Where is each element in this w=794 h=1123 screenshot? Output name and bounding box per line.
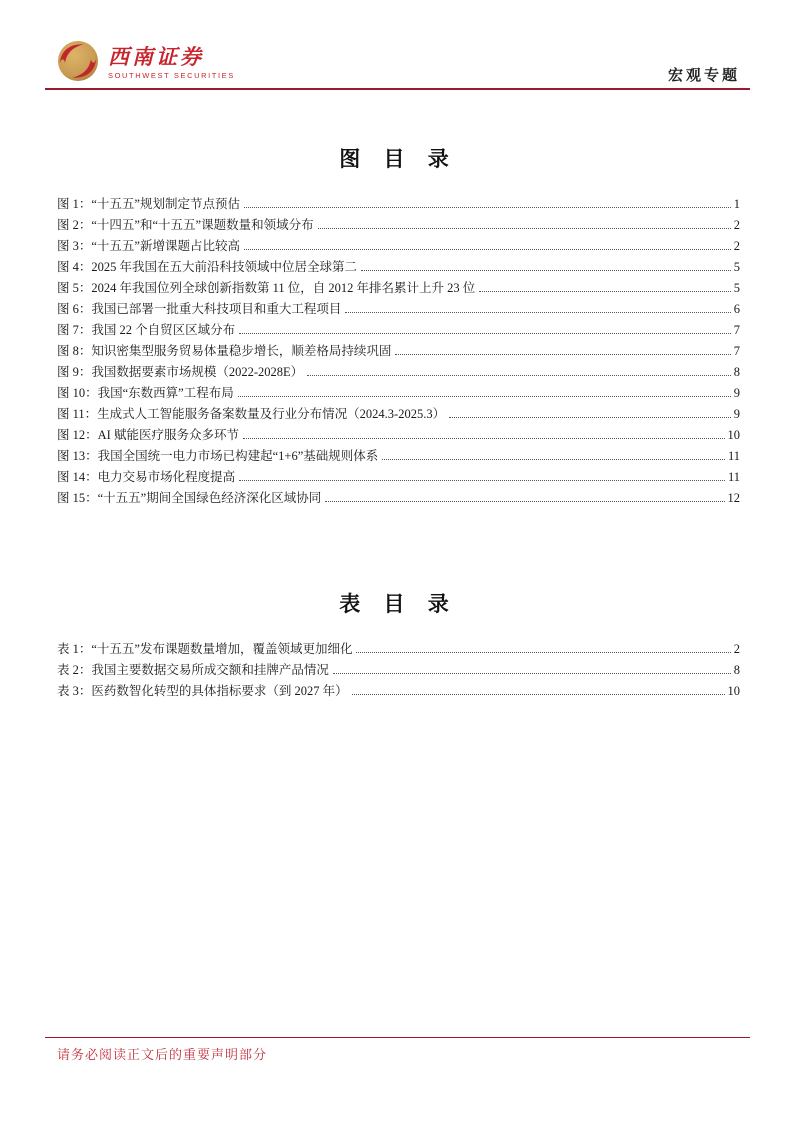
toc-entry-page: 2	[733, 239, 740, 253]
toc-entry-label: 表 1：“十五五”发布课题数量增加，覆盖领域更加细化	[57, 642, 353, 656]
figure-toc-entry-1[interactable]	[57, 194, 740, 215]
toc-entry-label: 图 4：2025 年我国在五大前沿科技领域中位居全球第二	[57, 260, 358, 274]
figure-toc-entry-6[interactable]	[57, 299, 740, 320]
brand-name: 西南证券	[108, 45, 204, 70]
toc-entry-label: 图 6：我国已部署一批重大科技项目和重大工程项目	[57, 302, 342, 316]
figure-toc-title: 图 目 录	[339, 147, 458, 171]
dotted-leader	[479, 291, 730, 292]
toc-entry-page: 9	[733, 386, 740, 400]
figure-toc-entry-13[interactable]	[57, 446, 740, 467]
figure-toc-entry-12[interactable]	[57, 425, 740, 446]
figure-toc-entry-11[interactable]	[57, 404, 740, 425]
toc-entry-page: 8	[733, 663, 740, 677]
figure-toc-entry-14[interactable]	[57, 467, 740, 488]
dotted-leader	[325, 501, 724, 502]
dotted-leader	[352, 694, 725, 695]
footer-rule	[45, 1037, 750, 1038]
toc-entry-label: 表 3：医药数智化转型的具体指标要求（到 2027 年）	[57, 684, 348, 698]
table-toc-entry-2[interactable]	[57, 660, 740, 681]
toc-entry-label: 图 9：我国数据要素市场规模（2022-2028E）	[57, 365, 304, 379]
toc-entry-label: 图 10：我国“东数西算”工程布局	[57, 386, 234, 400]
brand-subtitle: SOUTHWEST SECURITIES	[108, 71, 235, 81]
toc-entry-page: 10	[727, 684, 740, 698]
toc-entry-page: 12	[727, 491, 740, 505]
dotted-leader	[239, 480, 725, 481]
toc-entry-page: 9	[733, 407, 740, 421]
figure-toc-entry-2[interactable]	[57, 215, 740, 236]
dotted-leader	[307, 375, 731, 376]
toc-entry-page: 2	[733, 642, 740, 656]
toc-entry-page: 5	[733, 260, 740, 274]
dotted-leader	[345, 312, 730, 313]
toc-entry-label: 图 8：知识密集型服务贸易体量稳步增长，顺差格局持续巩固	[57, 344, 392, 358]
toc-entry-page: 11	[727, 470, 740, 484]
toc-entry-label: 图 15：“十五五”期间全国绿色经济深化区域协同	[57, 491, 322, 505]
dotted-leader	[449, 417, 731, 418]
dotted-leader	[395, 354, 730, 355]
header-rule	[45, 88, 750, 90]
figure-toc-entry-4[interactable]	[57, 257, 740, 278]
toc-entry-label: 图 11：生成式人工智能服务备案数量及行业分布情况（2024.3-2025.3）	[57, 407, 446, 421]
toc-entry-page: 11	[727, 449, 740, 463]
brand-swirl-icon	[57, 40, 99, 87]
toc-entry-page: 7	[733, 344, 740, 358]
table-toc-title: 表 目 录	[339, 592, 458, 616]
toc-entry-label: 图 7：我国 22 个自贸区区域分布	[57, 323, 236, 337]
dotted-leader	[333, 673, 731, 674]
footer-disclaimer: 请务必阅读正文后的重要声明部分	[57, 1047, 268, 1062]
toc-entry-page: 10	[727, 428, 740, 442]
table-toc-section	[57, 588, 740, 702]
figure-toc-entry-5[interactable]	[57, 278, 740, 299]
figure-toc-entry-15[interactable]	[57, 488, 740, 509]
toc-entry-page: 2	[733, 218, 740, 232]
toc-entry-label: 图 14：电力交易市场化程度提高	[57, 470, 236, 484]
figure-toc-list	[57, 194, 740, 509]
dotted-leader	[361, 270, 731, 271]
toc-entry-label: 图 12：AI 赋能医疗服务众多环节	[57, 428, 239, 442]
report-category-label: 宏观专题	[667, 68, 740, 84]
figure-toc-section	[57, 143, 740, 509]
toc-entry-page: 7	[733, 323, 740, 337]
dotted-leader	[356, 652, 730, 653]
figure-toc-entry-3[interactable]	[57, 236, 740, 257]
dotted-leader	[239, 333, 731, 334]
toc-entry-label: 图 2：“十四五”和“十五五”课题数量和领域分布	[57, 218, 314, 232]
dotted-leader	[243, 438, 725, 439]
dotted-leader	[318, 228, 731, 229]
toc-entry-label: 图 13：我国全国统一电力市场已构建起“1+6”基础规则体系	[57, 449, 379, 463]
figure-toc-entry-7[interactable]	[57, 320, 740, 341]
table-toc-entry-1[interactable]	[57, 639, 740, 660]
figure-toc-entry-9[interactable]	[57, 362, 740, 383]
toc-entry-label: 图 1：“十五五”规划制定节点预估	[57, 197, 240, 211]
brand-logo	[57, 40, 235, 87]
figure-toc-entry-8[interactable]	[57, 341, 740, 362]
table-toc-entry-3[interactable]	[57, 681, 740, 702]
toc-entry-page: 1	[733, 197, 740, 211]
dotted-leader	[238, 396, 731, 397]
toc-entry-label: 图 5：2024 年我国位列全球创新指数第 11 位，自 2012 年排名累计上升 23 位	[57, 281, 476, 295]
toc-entry-page: 8	[733, 365, 740, 379]
figure-toc-entry-10[interactable]	[57, 383, 740, 404]
page-header	[57, 45, 740, 87]
toc-entry-page: 6	[733, 302, 740, 316]
dotted-leader	[244, 249, 731, 250]
toc-entry-page: 5	[733, 281, 740, 295]
toc-entry-label: 图 3：“十五五”新增课题占比较高	[57, 239, 240, 253]
dotted-leader	[382, 459, 725, 460]
dotted-leader	[244, 207, 731, 208]
toc-entry-label: 表 2：我国主要数据交易所成交额和挂牌产品情况	[57, 663, 329, 677]
table-toc-list	[57, 639, 740, 702]
